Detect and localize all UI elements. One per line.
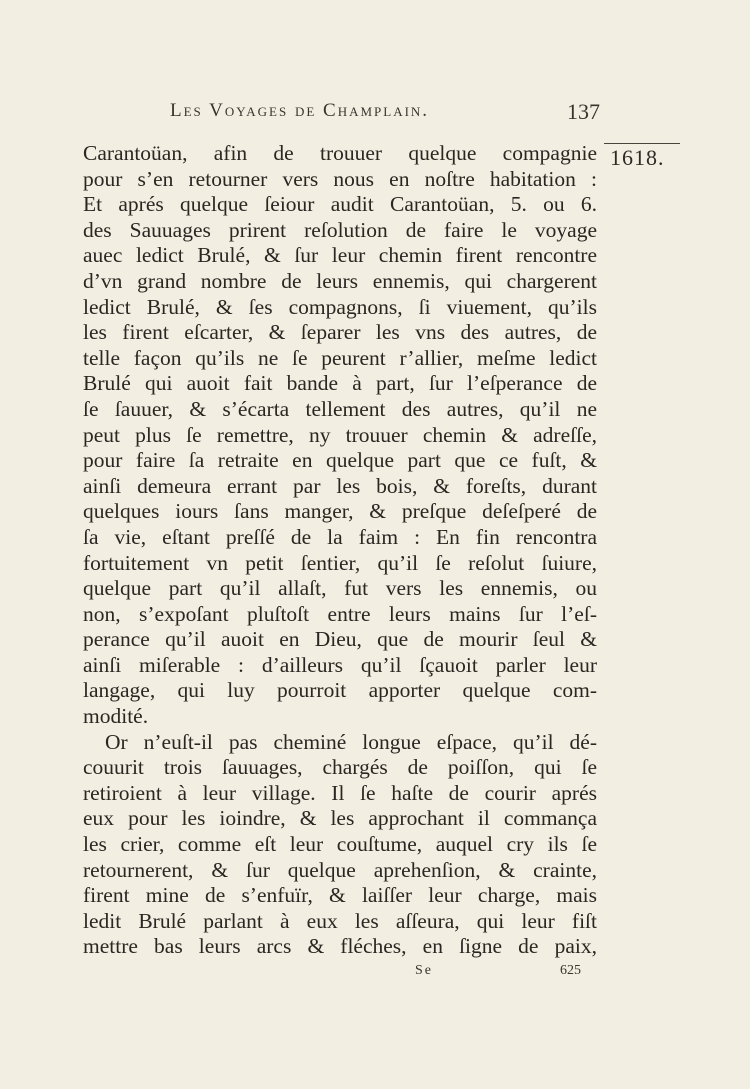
- text-line: pour faire ſa retraite en quelque part que ce fuſt, &: [83, 448, 597, 473]
- text-line: firent mine de s’enfuïr, & laiſſer leur charge, mais: [83, 883, 597, 908]
- text-line: non, s’expoſant pluſtoſt entre leurs mains ſur l’eſ-: [83, 601, 597, 626]
- text-line: retournerent, & ſur quelque aprehenſion, & crainte,: [83, 857, 597, 882]
- text-line: fortuitement vn petit ſentier, qu’il ſe reſolut ſuiure,: [83, 550, 597, 575]
- text-line: des Sauuages prirent reſolution de faire le voyage: [83, 217, 597, 242]
- text-line: Brulé qui auoit fait bande à part, ſur l’eſperance de: [83, 371, 597, 396]
- text-line: mettre bas leurs arcs & fléches, en ſigne de paix,: [83, 934, 597, 959]
- margin-year-note: [604, 140, 680, 170]
- text-line: Carantoüan, afin de trouuer quelque compagnie: [83, 141, 597, 165]
- text-line: modité.: [83, 704, 149, 729]
- text-line: ainſi demeura errant par les bois, & foreſts, durant: [83, 473, 597, 498]
- text-line: quelques iours ſans manger, & preſque deſeſperé de: [83, 499, 597, 524]
- text-line: les crier, comme eſt leur couſtume, auquel cry ils ſe: [83, 832, 597, 857]
- page-number: 137: [567, 99, 600, 124]
- margin-rule: [604, 143, 680, 144]
- text-line: ledict Brulé, & ſes compagnons, ſi viuement, qu’ils: [83, 294, 597, 319]
- text-line: quelque part qu’il allaſt, fut vers les ennemis, ou: [83, 576, 597, 601]
- text-line: couurit trois ſauuages, chargés de poiſſon, qui ſe: [83, 755, 597, 780]
- text-line: d’vn grand nombre de leurs ennemis, qui chargerent: [83, 268, 597, 293]
- body-text: [83, 141, 597, 960]
- text-line: Et aprés quelque ſeiour audit Carantoüan, 5. ou 6.: [83, 192, 597, 217]
- text-line: ſa vie, eſtant preſſé de la faim : En fin rencontra: [83, 524, 597, 549]
- text-line: auec ledict Brulé, & ſur leur chemin firent rencontre: [83, 243, 597, 268]
- text-line: telle façon qu’ils ne ſe peurent r’allier, meſme ledict: [83, 345, 597, 370]
- folio-number: 625: [560, 963, 581, 978]
- text-line: retiroient à leur village. Il ſe haſte de courir aprés: [83, 780, 597, 805]
- text-line: perance qu’il auoit en Dieu, que de mourir ſeul &: [83, 627, 597, 652]
- margin-year: 1618.: [610, 145, 665, 170]
- running-title: Les Voyages de Champlain.: [170, 100, 430, 121]
- text-line: les firent eſcarter, & ſeparer les vns des autres, de: [83, 320, 597, 345]
- text-line: pour s’en retourner vers nous en noſtre habitation :: [83, 166, 597, 191]
- text-line: ainſi miſerable : d’ailleurs qu’il ſçauoit parler leur: [83, 652, 597, 677]
- text-line: eux pour les ioindre, & les approchant il commança: [83, 806, 597, 831]
- running-head: [170, 100, 600, 130]
- signature-mark: Se: [415, 963, 433, 978]
- text-line: Or n’euſt-il pas cheminé longue eſpace, qu’il dé-: [105, 729, 597, 754]
- text-line: ſe ſauuer, & s’écarta tellement des autres, qu’il ne: [83, 396, 597, 421]
- text-line: langage, qui luy pourroit apporter quelque com-: [83, 678, 597, 703]
- text-line: ledit Brulé parlant à eux les aſſeura, qui leur fiſt: [83, 908, 597, 933]
- text-line: peut plus ſe remettre, ny trouuer chemin & adreſſe,: [83, 422, 597, 447]
